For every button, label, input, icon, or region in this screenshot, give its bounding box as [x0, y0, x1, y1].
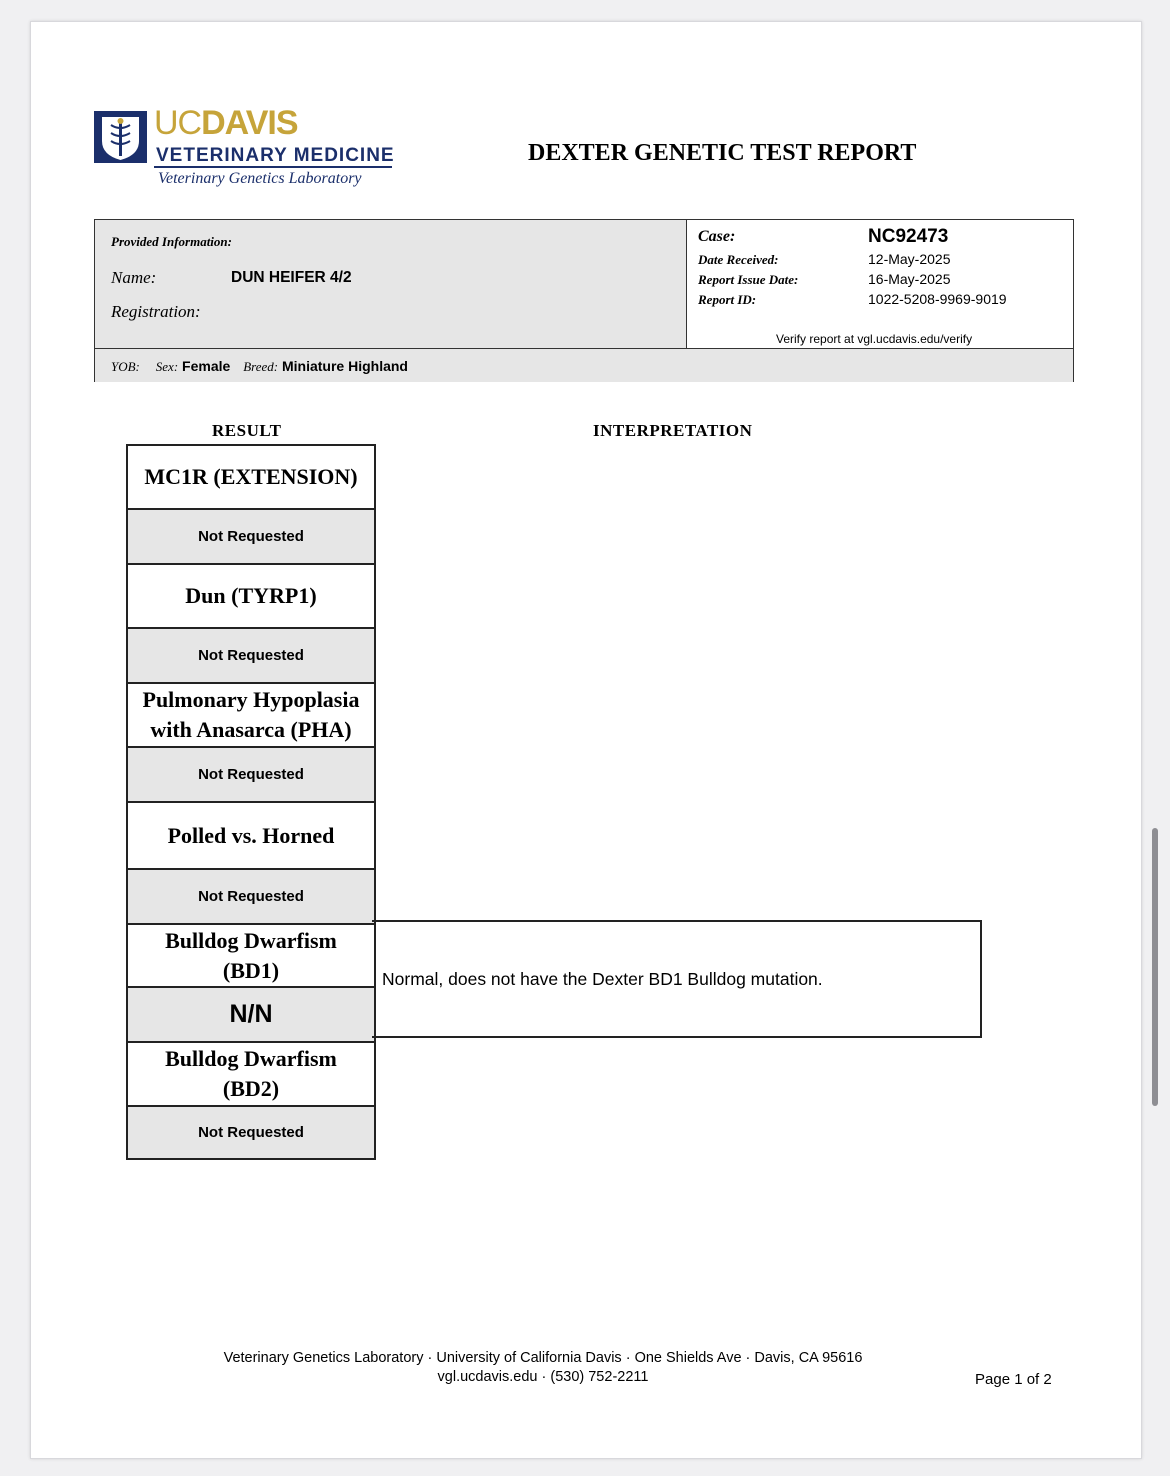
report-title: DEXTER GENETIC TEST REPORT: [528, 140, 917, 166]
footer-address: Veterinary Genetics Laboratory · University of California Davis · One Shields Ave · Davis, CA 95616: [223, 1350, 863, 1366]
sex-value: Female: [182, 358, 231, 374]
interpretation-column-header: INTERPRETATION: [593, 421, 753, 440]
case-number: NC92473: [868, 226, 949, 247]
test-result-bd2: Not Requested: [128, 1107, 374, 1160]
test-name-bd1: Bulldog Dwarfism (BD1): [128, 925, 374, 988]
logo-lab-name: Veterinary Genetics Laboratory: [158, 170, 362, 187]
results-table: [126, 444, 376, 1160]
logo-ucdavis-wordmark: [154, 103, 298, 143]
logo-uc-text: UC: [154, 104, 202, 142]
sex-label: Sex:: [155, 359, 179, 374]
name-value: DUN HEIFER 4/2: [231, 269, 352, 286]
animal-info-row: [111, 358, 408, 375]
test-name-mc1r: MC1R (EXTENSION): [128, 446, 374, 510]
provided-information-panel: [95, 220, 687, 348]
yob-label: YOB:: [111, 359, 140, 374]
name-label: Name:: [111, 268, 157, 287]
issue-date-label: Report Issue Date:: [698, 272, 799, 287]
case-panel: [688, 220, 1073, 348]
test-result-mc1r: Not Requested: [128, 510, 374, 565]
test-name-dun: Dun (TYRP1): [128, 565, 374, 629]
test-name-pha: Pulmonary Hypoplasia with Anasarca (PHA): [128, 684, 374, 748]
issue-date-value: 16-May-2025: [868, 271, 951, 287]
date-received-label: Date Received:: [698, 252, 779, 267]
info-box: [94, 219, 1074, 382]
date-received-value: 12-May-2025: [868, 251, 951, 267]
report-id-value: 1022-5208-9969-9019: [868, 291, 1007, 307]
test-result-dun: Not Requested: [128, 629, 374, 684]
caduceus-logo-icon: [94, 111, 147, 163]
page-number: Page 1 of 2: [975, 1371, 1052, 1388]
verify-report-link[interactable]: Verify report at vgl.ucdavis.edu/verify: [776, 332, 973, 346]
test-name-polled: Polled vs. Horned: [128, 803, 374, 870]
test-name-bd2: Bulldog Dwarfism (BD2): [128, 1043, 374, 1107]
breed-value: Miniature Highland: [281, 358, 408, 374]
animal-info-bar: [95, 348, 1073, 382]
footer-contact: vgl.ucdavis.edu · (530) 752-2211: [437, 1369, 649, 1385]
vertical-scrollbar[interactable]: [1152, 828, 1158, 1106]
logo-divider: [154, 166, 392, 168]
interpretation-bd1: Normal, does not have the Dexter BD1 Bulldog mutation.: [372, 920, 982, 1038]
logo-davis-text: DAVIS: [201, 104, 298, 142]
case-label: Case:: [698, 228, 736, 245]
breed-label: Breed:: [243, 359, 279, 374]
provided-info-heading: Provided Information:: [111, 234, 232, 249]
registration-label: Registration:: [111, 302, 201, 321]
test-result-bd1: N/N: [128, 988, 374, 1043]
result-column-header: RESULT: [212, 421, 282, 440]
report-id-label: Report ID:: [698, 292, 757, 307]
test-result-pha: Not Requested: [128, 748, 374, 803]
logo-school-name: VETERINARY MEDICINE: [156, 145, 395, 166]
test-result-polled: Not Requested: [128, 870, 374, 925]
